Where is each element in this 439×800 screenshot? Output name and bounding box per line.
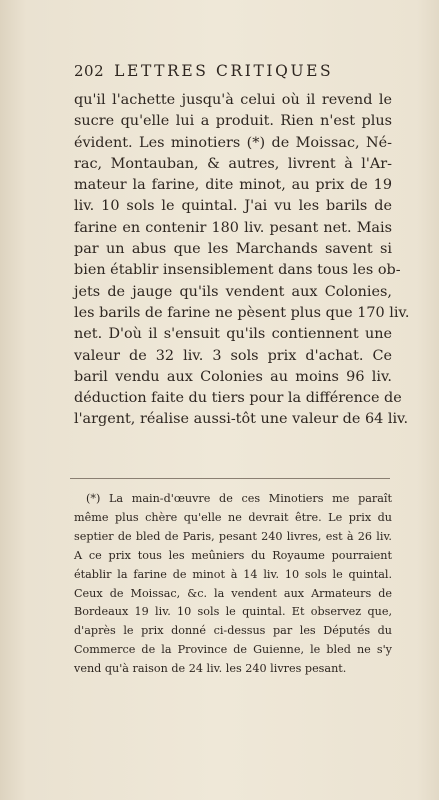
footnote-line: d'après le prix donné ci-dessus par les Députés du xyxy=(74,624,392,638)
text-line: qu'il l'achette jusqu'à celui où il revend le xyxy=(74,92,392,108)
footnote-line: Commerce de la Province de Guienne, le bled ne s'y xyxy=(74,643,392,657)
text-line: net. D'où il s'ensuit qu'ils contiennent une xyxy=(74,326,392,343)
page-header xyxy=(74,62,399,80)
text-line: bien établir insensiblement dans tous les ob- xyxy=(74,262,401,279)
main-text-block xyxy=(74,90,410,431)
footnote-block xyxy=(74,490,392,679)
text-line: farine en contenir 180 liv. pesant net. Mais xyxy=(74,219,392,236)
text-line: l'argent, réalise aussi-tôt une valeur de 64 liv. xyxy=(74,411,409,428)
footnote-line: établir la farine de minot à 14 liv. 10 sols le quintal. xyxy=(74,567,392,581)
text-line: par un abus que les Marchands savent si xyxy=(74,241,392,258)
footnote-line: (*) La main-d'œuvre de ces Minotiers me paraît xyxy=(86,492,392,505)
footnote-divider xyxy=(70,478,390,479)
text-line: évident. Les minotiers (*) de Moissac, Né- xyxy=(74,134,392,151)
text-line: déduction faite du tiers pour la différence de xyxy=(74,390,402,407)
text-line: baril vendu aux Colonies au moins 96 liv. xyxy=(74,368,392,385)
footnote-line: Bordeaux 19 liv. 10 sols le quintal. Et observez que, xyxy=(74,605,392,619)
text-line: les barils de farine ne pèsent plus que 170 liv. xyxy=(74,304,410,321)
running-title: LETTRES CRITIQUES xyxy=(114,62,334,80)
footnote-line: Ceux de Moissac, &c. la vendent aux Armateurs de xyxy=(74,586,392,600)
text-line: jets de jauge qu'ils vendent aux Colonies, xyxy=(74,283,392,300)
text-line: mateur la farine, dite minot, au prix de 19 xyxy=(74,177,392,194)
footnote-line: A ce prix tous les meûniers du Royaume pourraient xyxy=(74,548,392,562)
footnote-line: vend qu'à raison de 24 liv. les 240 livres pesant. xyxy=(74,662,347,676)
footnote-line: septier de bled de Paris, pesant 240 livres, est à 26 liv. xyxy=(74,529,392,543)
text-line: liv. 10 sols le quintal. J'ai vu les barils de xyxy=(74,198,392,215)
text-line: valeur de 32 liv. 3 sols prix d'achat. Ce xyxy=(74,347,392,364)
footnote-line: même plus chère qu'elle ne devrait être. Le prix du xyxy=(74,510,392,524)
page-number: 202 xyxy=(74,62,105,80)
text-line: rac, Montauban, & autres, livrent à l'Ar- xyxy=(74,155,392,172)
text-line: sucre qu'elle lui a produit. Rien n'est plus xyxy=(74,113,392,130)
